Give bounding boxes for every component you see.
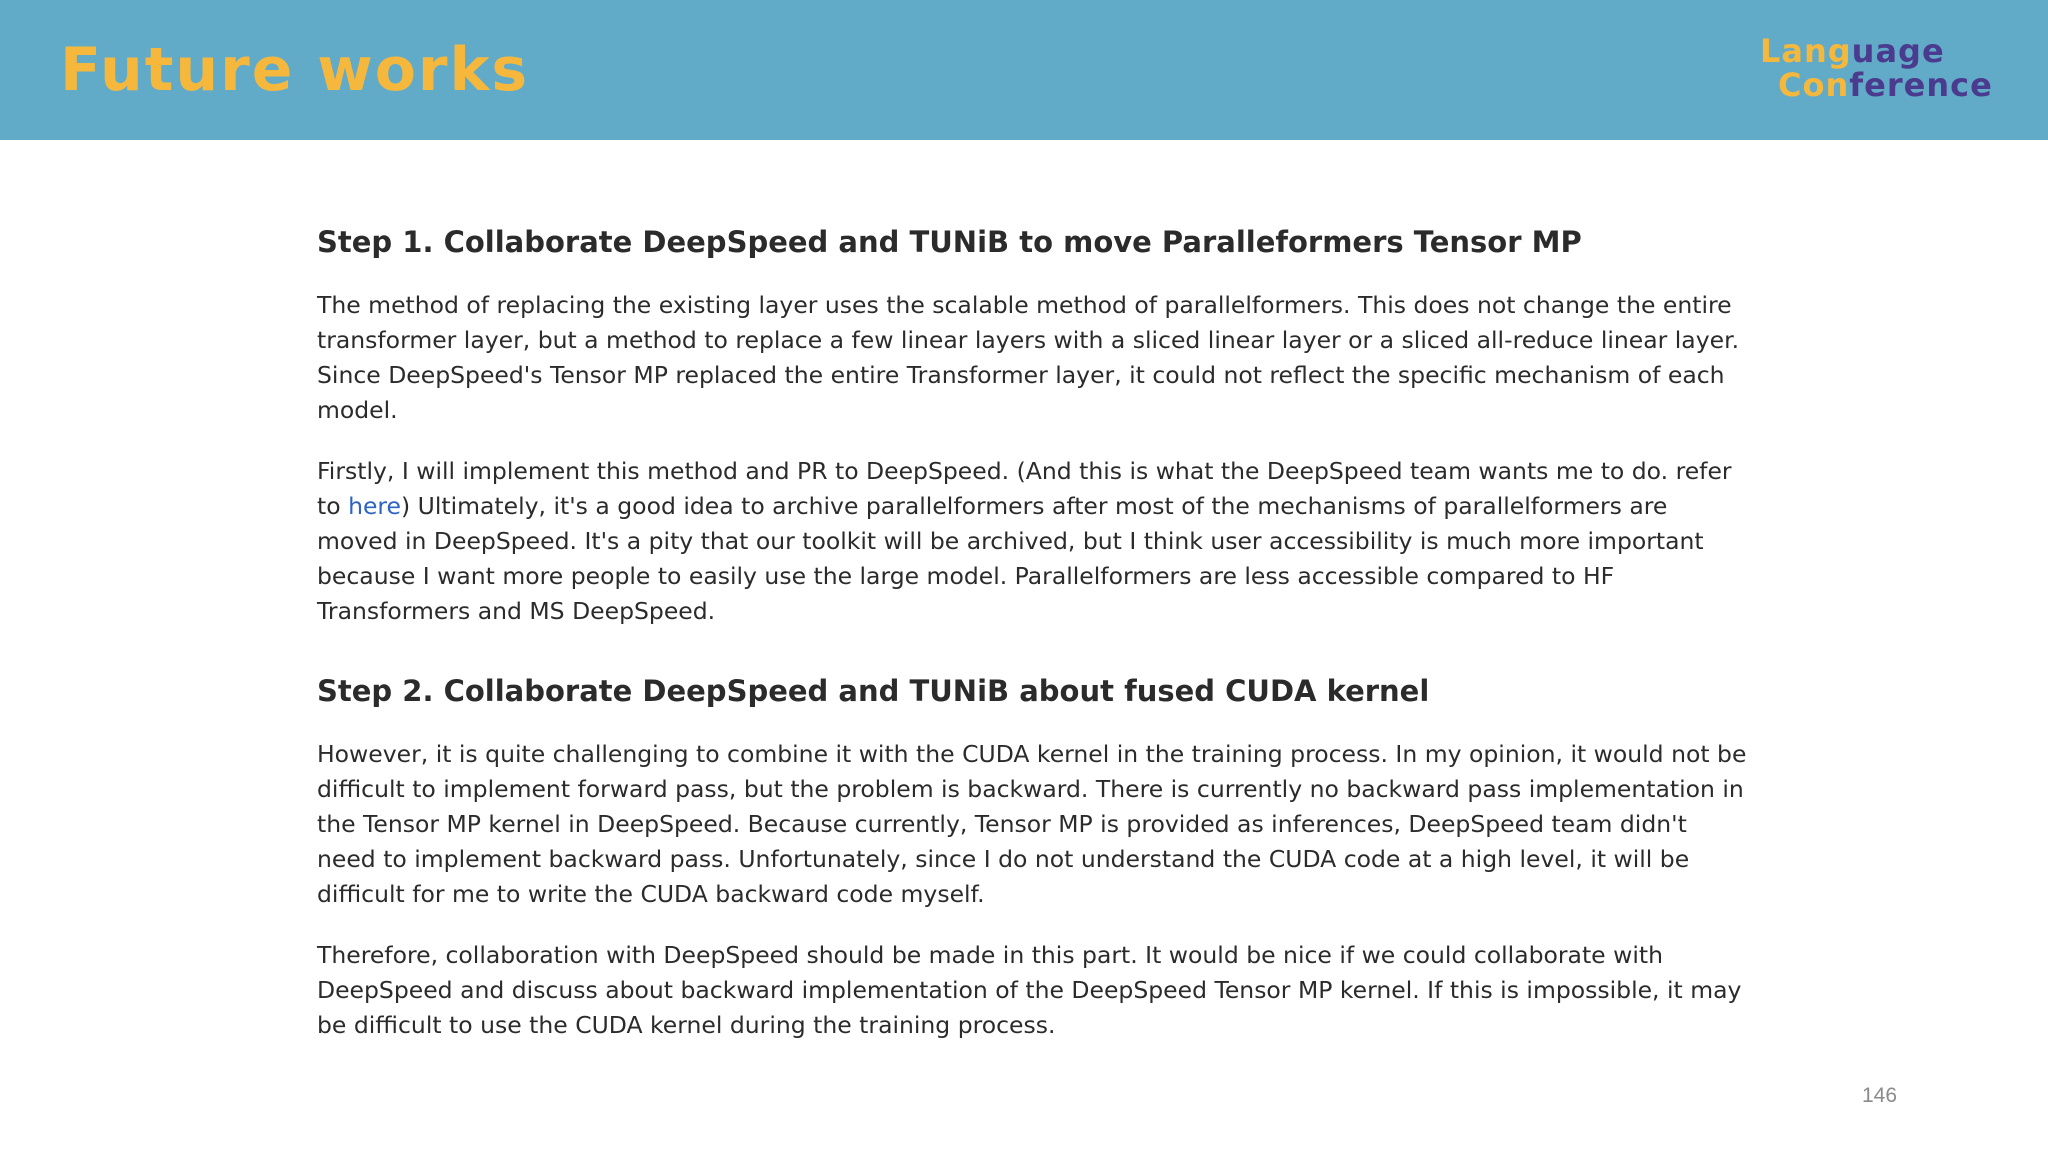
header-bar [0,0,2048,140]
step2-heading: Step 2. Collaborate DeepSpeed and TUNiB about fused CUDA kernel [317,674,1430,708]
page-number: 146 [1862,1084,1898,1107]
step1-paragraph-2-text-before: Firstly, I will implement this method and PR to DeepSpeed. (And this is what the DeepSpeed team wants me to do. refer to [317,457,1732,520]
logo-text-part: uage [1851,32,1945,70]
slide-content [317,222,1747,1069]
logo-line-1 [1760,34,1990,68]
conference-logo [1760,32,1993,104]
logo-line-2 [1760,66,1993,104]
step1-paragraph-2 [317,454,1747,629]
logo-text-part: ference [1849,66,1993,104]
step2-paragraph-2: Therefore, collaboration with DeepSpeed should be made in this part. It would be nice if we could collaborate with DeepSpeed and discuss about backward implementation of the DeepSpeed Tensor MP kernel. If this is impossible, it may be difficult to use the CUDA kernel during the training process. [317,941,1742,1039]
step1-paragraph-1: The method of replacing the existing layer uses the scalable method of parallelformers. This does not change the entire transformer layer, but a method to replace a few linear layers with a sliced linear layer or a sliced all-reduce linear layer. Since DeepSpeed's Tensor MP replaced the entire Transformer layer, it could not reflect the specific mechanism of each model. [317,291,1740,424]
step2-paragraph-1: However, it is quite challenging to combine it with the CUDA kernel in the training process. In my opinion, it would not be difficult to implement forward pass, but the problem is backward. There is currently no backward pass implementation in the Tensor MP kernel in DeepSpeed. Because currently, Tensor MP is provided as inferences, DeepSpeed team didn't need to implement backward pass. Unfortunately, since I do not understand the CUDA code at a high level, it will be difficult for me to write the CUDA backward code myself. [317,740,1747,908]
step1-paragraph-2-text-after: ) Ultimately, it's a good idea to archive parallelformers after most of the mechanisms of parallelformers are moved in DeepSpeed. It's a pity that our toolkit will be archived, but I think user accessibility is much more important because I want more people to easily use the large model. Parallelformers are less accessible compared to HF Transformers and MS DeepSpeed. [317,492,1704,625]
slide-title: Future works [60,35,530,105]
logo-text-part: Lang [1760,32,1852,70]
logo-text-part: Con [1778,66,1850,104]
step1-heading: Step 1. Collaborate DeepSpeed and TUNiB to move Paralleformers Tensor MP [317,225,1582,259]
here-link[interactable]: here [348,492,402,520]
